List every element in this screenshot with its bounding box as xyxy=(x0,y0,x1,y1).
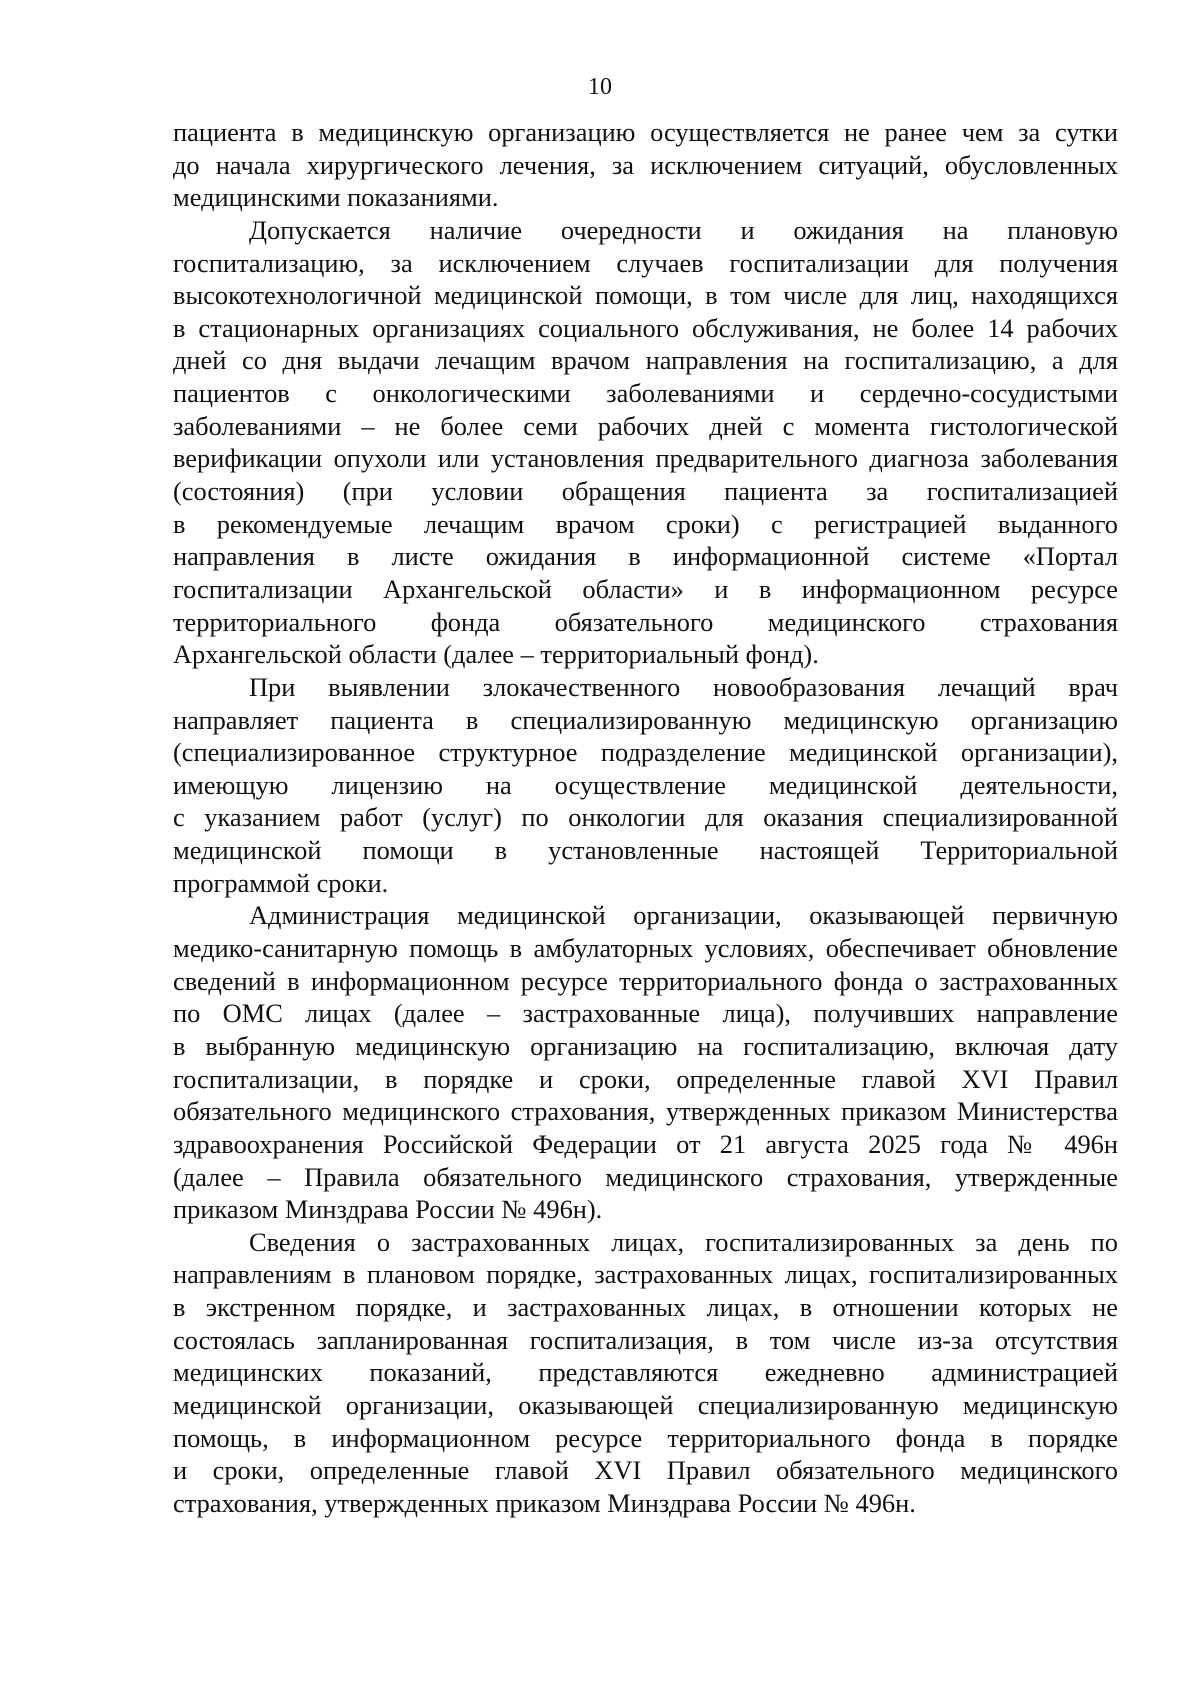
text-line: госпитализации, в порядке и сроки, определенные главой XVI Правил xyxy=(173,1063,1118,1094)
text-line: в стационарных организациях социального обслуживания, не более 14 рабочих xyxy=(173,312,1118,343)
text-line: состоялась запланированная госпитализация, в том числе из-за отсутствия xyxy=(173,1324,1118,1355)
text-line: направлениям в плановом порядке, застрахованных лицах, госпитализированных xyxy=(173,1259,1118,1290)
text-line: по ОМС лицах (далее – застрахованные лица), получивших направление xyxy=(173,998,1118,1029)
text-line: пациента в медицинскую организацию осуществляется не ранее чем за сутки xyxy=(173,117,1118,147)
text-line: медицинских показаний, представляются ежедневно администрацией xyxy=(173,1357,1118,1388)
paragraph xyxy=(173,116,1118,214)
text-line: с указанием работ (услуг) по онкологии для оказания специализированной xyxy=(173,802,1118,833)
text-line: (состояния) (при условии обращения пациента за госпитализацией xyxy=(173,476,1118,507)
text-line: дней со дня выдачи лечащим врачом направления на госпитализацию, а для xyxy=(173,345,1118,376)
text-line: При выявлении злокачественного новообразования лечащий врач xyxy=(249,671,1118,702)
document-body xyxy=(173,116,1118,1520)
text-line: верификации опухоли или установления предварительного диагноза заболевания xyxy=(173,443,1118,474)
text-line: медицинской помощи в установленные настоящей Территориальной xyxy=(173,835,1118,866)
text-line: заболеваниями – не более семи рабочих дней с момента гистологической xyxy=(173,410,1118,441)
text-line: и сроки, определенные главой XVI Правил обязательного медицинского xyxy=(173,1455,1118,1486)
paragraph xyxy=(173,671,1118,899)
text-line: имеющую лицензию на осуществление медицинской деятельности, xyxy=(173,769,1118,800)
paragraph xyxy=(173,899,1118,1225)
text-line: (далее – Правила обязательного медицинского страхования, утвержденные xyxy=(173,1161,1118,1192)
text-line: высокотехнологичной медицинской помощи, в том числе для лиц, находящихся xyxy=(173,280,1118,311)
text-line: (специализированное структурное подразделение медицинской организации), xyxy=(173,737,1118,768)
text-line: медицинской организации, оказывающей специализированную медицинскую xyxy=(173,1389,1118,1420)
text-line: медицинскими показаниями. xyxy=(173,182,499,213)
text-line: госпитализации Архангельской области» и в информационном ресурсе xyxy=(173,573,1118,604)
paragraph xyxy=(173,214,1118,671)
text-line: приказом Минздрава России № 496н). xyxy=(173,1194,603,1225)
text-line: программой сроки. xyxy=(173,867,389,898)
text-line: Архангельской области (далее – территориальный фонд). xyxy=(173,639,819,670)
page-number: 10 xyxy=(588,74,612,100)
text-line: пациентов с онкологическими заболеваниями и сердечно-сосудистыми xyxy=(173,378,1118,409)
text-line: госпитализацию, за исключением случаев госпитализации для получения xyxy=(173,247,1118,278)
text-line: направления в листе ожидания в информационной системе «Портал xyxy=(173,541,1118,572)
text-line: направляет пациента в специализированную медицинскую организацию xyxy=(173,704,1118,735)
text-line: медико-санитарную помощь в амбулаторных условиях, обеспечивает обновление xyxy=(173,933,1118,964)
text-line: страхования, утвержденных приказом Минздрава России № 496н. xyxy=(173,1487,916,1518)
text-line: обязательного медицинского страхования, утвержденных приказом Министерства xyxy=(173,1096,1118,1127)
text-line: здравоохранения Российской Федерации от 21 августа 2025 года № 496н xyxy=(173,1128,1118,1159)
text-line: в рекомендуемые лечащим врачом сроки) с регистрацией выданного xyxy=(173,508,1118,539)
text-line: Сведения о застрахованных лицах, госпитализированных за день по xyxy=(249,1226,1118,1257)
text-line: Допускается наличие очередности и ожидания на плановую xyxy=(249,214,1118,245)
paragraph xyxy=(173,1226,1118,1520)
text-line: сведений в информационном ресурсе территориального фонда о застрахованных xyxy=(173,965,1118,996)
text-line: помощь, в информационном ресурсе территориального фонда в порядке xyxy=(173,1422,1118,1453)
text-line: территориального фонда обязательного медицинского страхования xyxy=(173,606,1118,637)
text-line: в экстренном порядке, и застрахованных лицах, в отношении которых не xyxy=(173,1292,1118,1323)
text-line: до начала хирургического лечения, за исключением ситуаций, обусловленных xyxy=(173,149,1118,180)
text-line: в выбранную медицинскую организацию на госпитализацию, включая дату xyxy=(173,1030,1118,1061)
text-line: Администрация медицинской организации, оказывающей первичную xyxy=(249,900,1118,931)
